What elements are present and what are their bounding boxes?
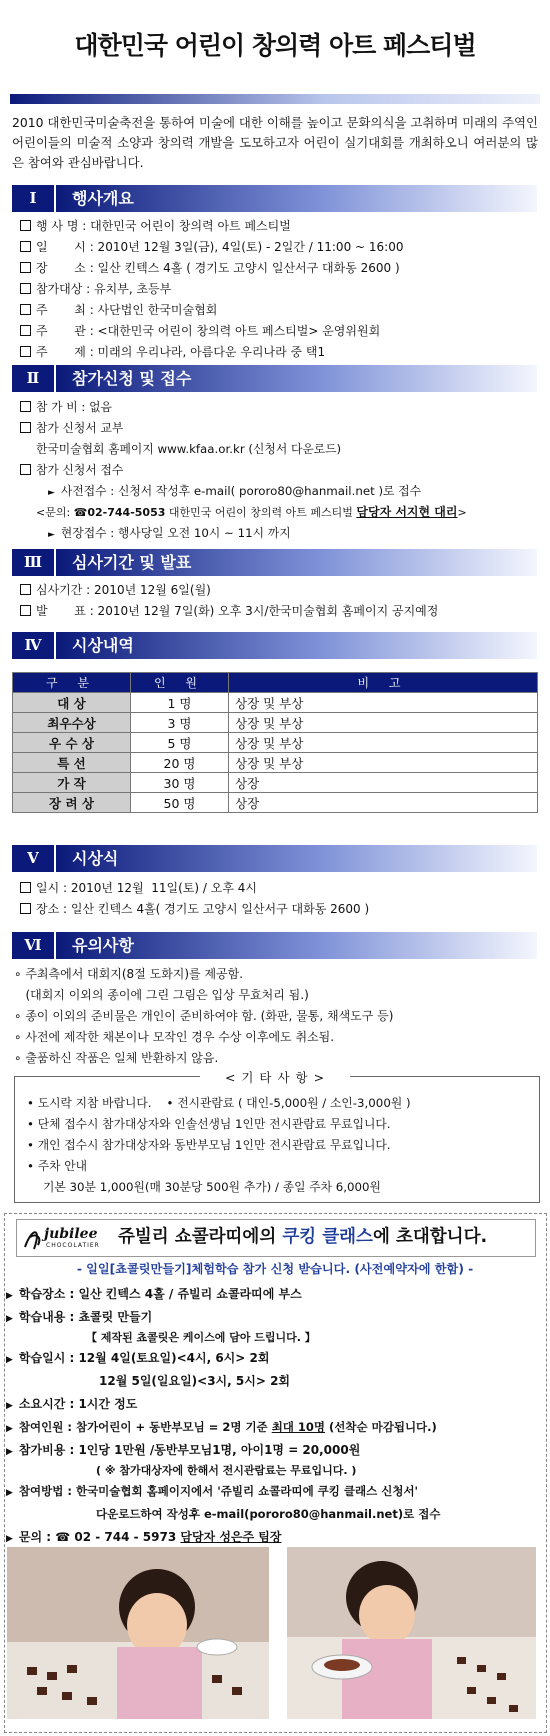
- triangle-bullet-icon: ▶: [6, 1314, 13, 1324]
- inquiry-line: <문의: ☎02-744-5053 대한민국 어린이 창의력 아트 페스티벌 담당자 서지현 대리>: [36, 505, 467, 519]
- checkbox-icon: [20, 422, 31, 433]
- triangle-bullet-icon: ▶: [6, 1291, 13, 1301]
- table-row: 가 작 30 명 상장: [13, 773, 538, 793]
- checkbox-icon: [20, 401, 31, 412]
- arrow-icon: ►: [48, 488, 55, 498]
- list-item: ► 사전접수 : 신청서 작성후 e-mail( pororo80@hanmail.net )로 접수: [48, 484, 421, 498]
- triangle-bullet-icon: ▶: [6, 1401, 13, 1411]
- column-header: 구 분: [13, 673, 131, 693]
- section-number: Ⅵ: [12, 932, 54, 959]
- list-item: 장소 : 일산 킨텍스 4홀( 경기도 고양시 일산서구 대화동 2600 ): [20, 899, 540, 920]
- section-label: 시상내역: [72, 636, 134, 655]
- list-item: 참가대상 : 유치부, 초등부: [20, 279, 540, 300]
- jubilee-logo: jubilee CHOCOLATIER: [22, 1225, 114, 1255]
- section-number: Ⅴ: [12, 845, 54, 872]
- list-item: 12월 5일(일요일)<3시, 5시> 2회: [99, 1374, 291, 1388]
- list-item: 참 가 비 : 없음: [20, 397, 540, 418]
- list-item: ∘ 주최측에서 대회지(8절 도화지)를 제공함.: [14, 967, 244, 981]
- list-item: ▶ 학습내용 : 쵸콜릿 만들기: [6, 1310, 153, 1324]
- list-item: 행 사 명 : 대한민국 어린이 창의력 아트 페스티벌: [20, 216, 540, 237]
- table-row: 장 려 상 50 명 상장: [13, 793, 538, 813]
- section-number: Ⅳ: [12, 632, 54, 659]
- section-header-apply: [12, 365, 537, 392]
- chocolate-class-photo-left: [7, 1547, 269, 1719]
- checkbox-icon: [20, 241, 31, 252]
- list-item: ∘ 출품하신 작품은 일체 반환하지 않음.: [14, 1051, 219, 1065]
- apply-list: [20, 397, 540, 544]
- list-item: 장 소 : 일산 킨텍스 4홀 ( 경기도 고양시 일산서구 대화동 2600 ): [20, 258, 540, 279]
- checkbox-icon: [20, 304, 31, 315]
- list-item: 일시 : 2010년 12월 11일(토) / 오후 4시: [20, 878, 540, 899]
- checkbox-icon: [20, 464, 31, 475]
- list-item: 일 시 : 2010년 12월 3일(금), 4일(토) - 2일간 / 11:00 ~ 16:00: [20, 237, 540, 258]
- list-item: 기본 30분 1,000원(매 30분당 500원 추가) / 종일 주차 6,000원: [43, 1180, 381, 1194]
- section-label: 참가신청 및 접수: [72, 369, 192, 388]
- checkbox-icon: [20, 903, 31, 914]
- list-item: • 개인 접수시 참가대상자와 동반부모님 1인만 전시관람료 무료입니다.: [27, 1138, 391, 1152]
- section-bar: [56, 845, 537, 872]
- checkbox-icon: [20, 262, 31, 273]
- checkbox-icon: [20, 346, 31, 357]
- checkbox-icon: [20, 283, 31, 294]
- section-number: Ⅲ: [12, 549, 54, 576]
- section-header-review: [12, 549, 537, 576]
- section-number: Ⅱ: [12, 365, 54, 392]
- list-item: 주 제 : 미래의 우리나라, 아름다운 우리나라 중 택1: [20, 342, 540, 363]
- awards-table: [12, 672, 538, 813]
- table-row: 특 선 20 명 상장 및 부상: [13, 753, 538, 773]
- list-item: 주 관 : <대한민국 어린이 창의력 아트 페스티벌> 운영위원회: [20, 321, 540, 342]
- list-item: ∘ 종이 이외의 준비물은 개인이 준비하여야 함. (화판, 물통, 채색도구 등): [14, 1009, 394, 1023]
- table-header-row: [13, 673, 538, 693]
- cooking-class-subtitle: - 일일[쵸콜릿만들기]체험학습 참가 신청 받습니다. (사전예약자에 한함) -: [76, 1262, 474, 1276]
- checkbox-icon: [20, 605, 31, 616]
- cautions-list: [14, 964, 534, 1069]
- table-row: 대 상 1 명 상장 및 부상: [13, 693, 538, 713]
- list-item: • 주차 안내: [27, 1159, 88, 1173]
- overview-list: [20, 216, 540, 363]
- list-item: 다운로드하여 작성후 e-mail(pororo80@hanmail.net)로 접수: [96, 1507, 441, 1521]
- list-item: ▶ 학습일시 : 12월 4일(토요일)<4시, 6시> 2회: [6, 1351, 270, 1365]
- triangle-bullet-icon: ▶: [6, 1447, 13, 1457]
- list-item: ▶ 소요시간 : 1시간 정도: [6, 1397, 138, 1411]
- list-item: 발 표 : 2010년 12월 7일(화) 오후 3시/한국미술협회 홈페이지 공지예정: [20, 601, 540, 622]
- section-label: 유의사항: [72, 936, 134, 955]
- title-area: [10, 8, 540, 98]
- section-label: 시상식: [72, 849, 119, 868]
- checkbox-icon: [20, 325, 31, 336]
- list-item: ▶ 학습장소 : 일산 킨텍스 4홀 / 쥬빌리 쇼콜라띠에 부스: [6, 1287, 302, 1301]
- page-title: 대한민국 어린이 창의력 아트 페스티벌: [74, 31, 476, 60]
- section-header-cautions: [12, 932, 537, 959]
- list-item: 참가 신청서 교부: [20, 418, 540, 439]
- other-notes-title: < 기 타 사 항 >: [200, 1068, 350, 1086]
- list-item: 참가 신청서 접수: [20, 460, 540, 481]
- section-label: 심사기간 및 발표: [72, 553, 192, 572]
- ceremony-list: [20, 878, 540, 920]
- list-item: 【 제작된 쵸콜릿은 케이스에 담아 드립니다. 】: [86, 1331, 316, 1344]
- list-item: • 도시락 지참 바랍니다. • 전시관람료 ( 대인-5,000원 / 소인-3,000원 ): [27, 1096, 411, 1110]
- list-item: • 단체 접수시 참가대상자와 인솔선생님 1인만 전시관람료 무료입니다.: [27, 1117, 391, 1131]
- checkbox-icon: [20, 882, 31, 893]
- list-item: ▶ 참여인원 : 참가어린이 + 동반부모님 = 2명 기준 최대 10명 (선착순 마감됩니다.): [6, 1420, 437, 1434]
- checkbox-icon: [20, 584, 31, 595]
- triangle-bullet-icon: ▶: [6, 1534, 13, 1544]
- arrow-icon: ►: [48, 530, 55, 540]
- chocolate-class-photo-right: [287, 1547, 536, 1719]
- triangle-bullet-icon: ▶: [6, 1424, 13, 1434]
- section-label: 행사개요: [72, 189, 134, 208]
- section-header-ceremony: [12, 845, 537, 872]
- list-item: ▶ 참가비용 : 1인당 1만원 /동반부모님1명, 아이1명 = 20,000원: [6, 1443, 361, 1457]
- list-item: ∘ 사전에 제작한 채본이나 모작인 경우 수상 이후에도 취소됨.: [14, 1030, 335, 1044]
- other-notes-box: [14, 1076, 540, 1203]
- cooking-class-heading: 쥬빌리 쇼콜라띠에의 쿠킹 클래스에 초대합니다.: [118, 1227, 488, 1247]
- triangle-bullet-icon: ▶: [6, 1355, 13, 1365]
- checkbox-icon: [20, 220, 31, 231]
- column-header: 인 원: [131, 673, 229, 693]
- title-underline: [10, 94, 540, 104]
- section-header-awards: [12, 632, 537, 659]
- section-header-overview: [12, 185, 537, 212]
- cooking-class-details: [6, 1283, 541, 1549]
- column-header: 비 고: [229, 673, 538, 693]
- list-item: ▶ 참여방법 : 한국미술협회 홈페이지에서 '쥬빌리 쇼콜라띠에 쿠킹 클래스 신청서': [6, 1484, 419, 1498]
- table-row: 우 수 상 5 명 상장 및 부상: [13, 733, 538, 753]
- section-number: Ⅰ: [12, 185, 54, 212]
- list-item: ▶ 문의 : ☎ 02 - 744 - 5973 담당자 성은주 팀장: [6, 1530, 282, 1544]
- table-row: 최우수상 3 명 상장 및 부상: [13, 713, 538, 733]
- list-item: (대회지 이외의 종이에 그린 그림은 입상 무효처리 됨.): [14, 988, 309, 1002]
- list-item: ► 현장접수 : 행사당일 오전 10시 ~ 11시 까지: [48, 526, 291, 540]
- triangle-bullet-icon: ▶: [6, 1488, 13, 1498]
- list-item: 심사기간 : 2010년 12월 6일(월): [20, 580, 540, 601]
- intro-paragraph: 2010 대한민국미술축전을 통하여 미술에 대한 이해를 높이고 문화의식을 고취하며 미래의 주역인 어린이들의 미술적 소양과 창의력 개발을 도모하고자 어린이 실기대회를 개최하오니 여러분의 많은 참여와 관심바랍니다.: [12, 115, 538, 170]
- list-item: 한국미술협회 홈페이지 www.kfaa.or.kr (신청서 다운로드): [36, 442, 342, 456]
- list-item: 주 최 : 사단법인 한국미술협회: [20, 300, 540, 321]
- list-item: ( ※ 참가대상자에 한해서 전시관람료는 무료입니다. ): [96, 1464, 357, 1477]
- other-notes-list: [27, 1093, 547, 1198]
- review-list: [20, 580, 540, 622]
